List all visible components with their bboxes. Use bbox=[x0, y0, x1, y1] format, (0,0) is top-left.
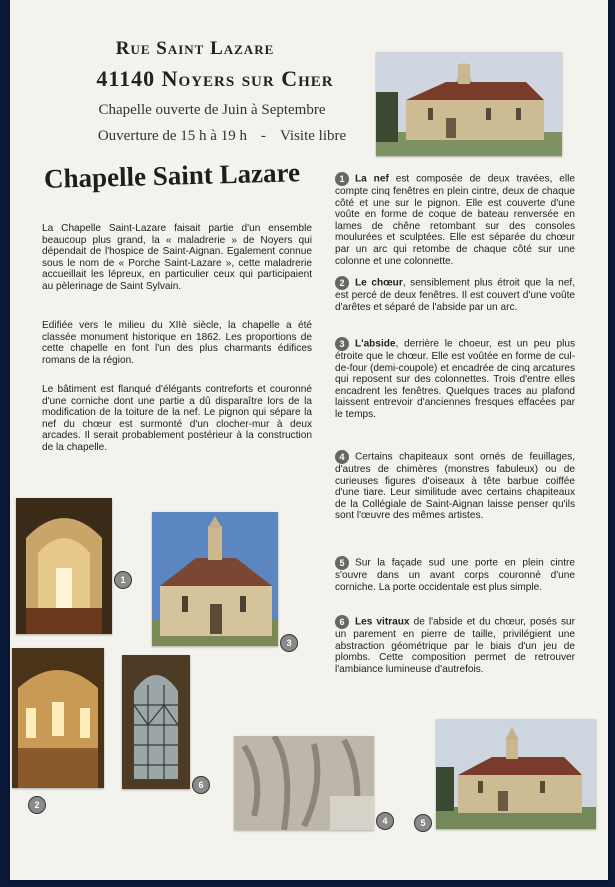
opening-hours-line bbox=[82, 128, 362, 145]
opening-season: Chapelle ouverte de Juin à Septembre bbox=[98, 102, 326, 118]
item-text: Certains chapiteaux sont ornés de feuillages, d'autres de chimères (monstres fabuleux) ou de curieuses figures d'oiseaux à tête barbue coiffée d'une tiare. Leur similitude avec certains chapiteaux de la Collégiale de Saint-Aignan laisse penser qu'ils sont l'œuvre des mêmes artistes. bbox=[335, 451, 575, 522]
visit-info: Visite libre bbox=[279, 128, 347, 144]
history-paragraph: Edifiée vers le milieu du XIIè siècle, la chapelle a été classée monument historique en 1862. Les proportions de cette chapelle en font l'un des plus charmants édifices romans de la région. bbox=[42, 320, 312, 366]
building-paragraph: Le bâtiment est flanqué d'élégants contreforts et couronné d'une corniche dont une partie a dû disparaître lors de la modification de la toiture de la nef. Le pignon qui sépare la nef du chœur est surmonté d'un clocher-mur à deux arcades. Il serait probablement postérieur à la construction de la chapelle. bbox=[42, 384, 312, 453]
capital-sculpture-photo bbox=[234, 736, 374, 830]
info-sheet bbox=[10, 0, 608, 880]
chapel-front-photo bbox=[436, 719, 596, 829]
number-badge: 4 bbox=[335, 450, 349, 464]
photo-marker-3: 3 bbox=[280, 634, 298, 652]
intro-paragraph: La Chapelle Saint-Lazare faisait partie d'un ensemble beaucoup plus grand, la « maladrerie » de Noyers qui dépendait de l'hospice de Saint-Aignan. Egalement connue sous le nom de « Porche Saint-Lazare », cette maladrerie accueillait les lépreux, en particulier ceux qui participaient au pèlerinage de Saint Sylvain. bbox=[42, 223, 312, 292]
photo-marker-6: 6 bbox=[192, 776, 210, 794]
item-nef bbox=[335, 172, 575, 267]
separator: - bbox=[260, 128, 266, 144]
item-facade bbox=[335, 556, 575, 593]
item-chapiteaux bbox=[335, 450, 575, 522]
street-heading: Rue Saint Lazare bbox=[115, 38, 275, 59]
item-text: , sensiblement plus étroit que la nef, est percé de deux fenêtres. Il est couvert d'une voûte d'arêtes et séparé de l'abside par un arc. bbox=[335, 277, 576, 313]
item-text: est composée de deux travées, elle compte cinq fenêtres en plein cintre, deux de chaque côté et une sur le pignon. Elle est couverte d'une voûte en forme de coque de bateau renversée en lames de chêne retombant sur des consoles moulurées et sculptées. Elle est séparée du chœur par un arc qui retombe de chaque côté sur une colonne et une colonnette. bbox=[335, 173, 575, 267]
photo-marker-5: 5 bbox=[414, 814, 432, 832]
photo-marker-2: 2 bbox=[28, 796, 46, 814]
item-abside bbox=[335, 337, 575, 421]
apse-interior-photo bbox=[12, 648, 104, 788]
opening-hours: Ouverture de 15 h à 19 h bbox=[97, 128, 247, 144]
number-badge: 5 bbox=[335, 556, 349, 570]
number-badge: 6 bbox=[335, 615, 349, 629]
chapel-exterior-photo bbox=[376, 52, 562, 156]
item-lead: La nef bbox=[355, 173, 389, 185]
item-text: Sur la façade sud une porte en plein cintre s'ouvre dans un avant corps couronné d'une corniche. La porte occidentale est plus simple. bbox=[335, 557, 575, 593]
item-text: , derrière le choeur, est un peu plus étroite que le chœur. Elle est voûtée en forme de cul-de-four (demi-coupole) et encadrée de cinq arcatures qui reposent sur des colonnettes. Trois d'entre elles encadrent les fenêtres. Quelques traces au plafond laissent entrevoir d'anciennes fresques effacées par le temps. bbox=[335, 338, 575, 420]
stained-glass-photo bbox=[122, 655, 190, 789]
item-vitraux bbox=[335, 615, 575, 675]
number-badge: 2 bbox=[335, 276, 349, 290]
item-lead: L'abside bbox=[355, 338, 396, 350]
photo-marker-1: 1 bbox=[114, 571, 132, 589]
chapel-side-photo bbox=[152, 512, 278, 646]
number-badge: 1 bbox=[335, 172, 349, 186]
item-lead: Le chœur bbox=[355, 277, 403, 289]
photo-marker-4: 4 bbox=[376, 812, 394, 830]
city-heading: 41140 Noyers sur Cher bbox=[96, 66, 334, 91]
item-choeur bbox=[335, 276, 575, 313]
item-lead: Les vitraux bbox=[355, 616, 410, 628]
interior-nave-photo bbox=[16, 498, 112, 634]
page-title: Chapelle Saint Lazare bbox=[43, 157, 301, 194]
number-badge: 3 bbox=[335, 337, 349, 351]
item-text: de l'abside et du chœur, posés sur un parement en pierre de taille, privilégient une abstraction géométrique par le biais d'un jeu de plombs. Cette composition permet de retrouver l'ambiance lumineuse d'autrefois. bbox=[335, 616, 575, 675]
